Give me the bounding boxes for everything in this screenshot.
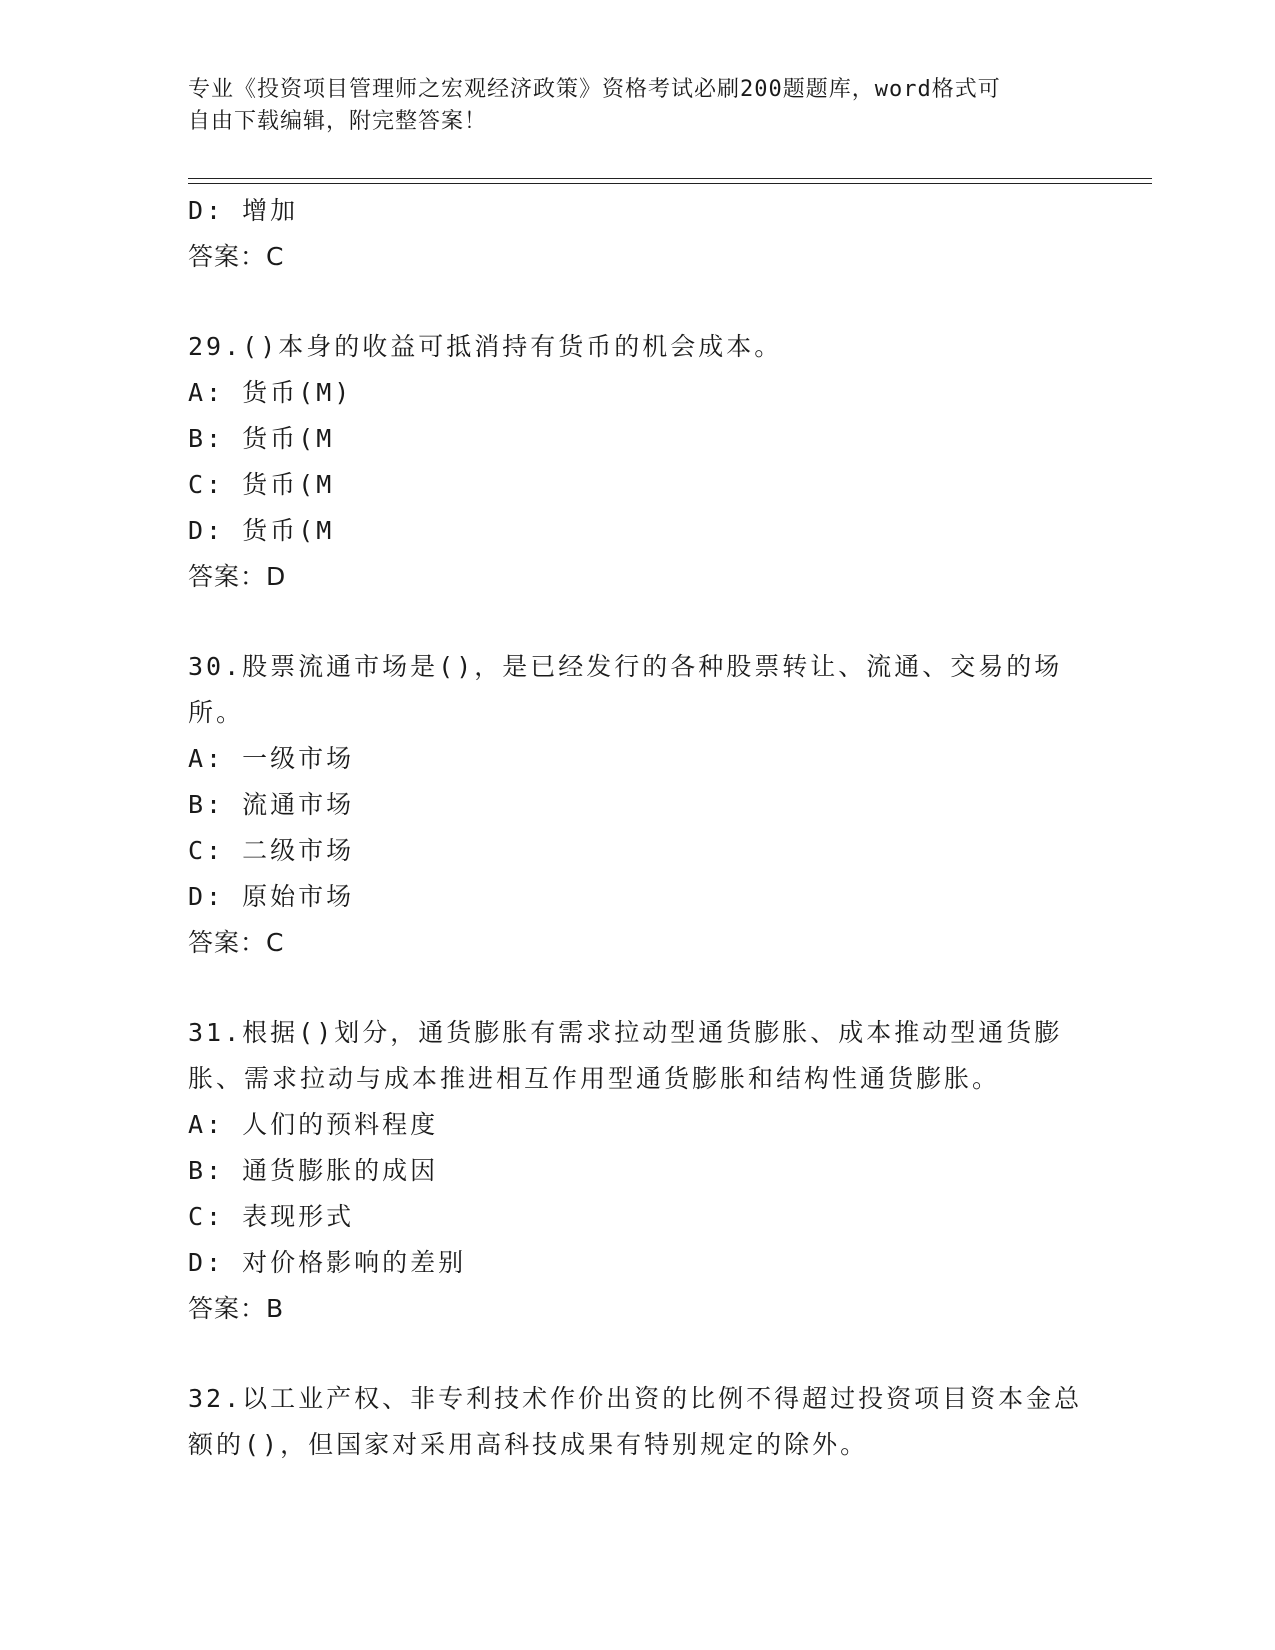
document-header <box>188 74 1068 138</box>
option-d: D: 货币(M <box>188 516 335 545</box>
option-b: B: 通货膨胀的成因 <box>188 1156 439 1185</box>
header-divider-top <box>188 178 1152 179</box>
option-c: C: 表现形式 <box>188 1202 355 1231</box>
question-text: 32.以工业产权、非专利技术作价出资的比例不得超过投资项目资本金总额的()，但国家对采用高科技成果有特别规定的除外。 <box>188 1384 1083 1459</box>
option-c: C: 货币(M <box>188 470 335 499</box>
answer-line: 答案：D <box>188 562 287 591</box>
option-c: C: 二级市场 <box>188 836 355 865</box>
option-a: A: 货币(M) <box>188 378 353 407</box>
option-d: D: 原始市场 <box>188 882 355 911</box>
option-b: B: 流通市场 <box>188 790 355 819</box>
option-d: D: 对价格影响的差别 <box>188 1248 467 1277</box>
option-a: A: 一级市场 <box>188 744 355 773</box>
answer-line: 答案：B <box>188 1294 285 1323</box>
answer-line: 答案：C <box>188 928 285 957</box>
header-line-1: 专业《投资项目管理师之宏观经济政策》资格考试必刷200题题库，word格式可 <box>188 77 1001 102</box>
question-32 <box>188 1376 1088 1468</box>
option-a: A: 人们的预料程度 <box>188 1110 439 1139</box>
previous-question-tail <box>188 188 1088 280</box>
question-text: 31.根据()划分，通货膨胀有需求拉动型通货膨胀、成本推动型通货膨胀、需求拉动与成本推进相互作用型通货膨胀和结构性通货膨胀。 <box>188 1018 1063 1093</box>
option-b: B: 货币(M <box>188 424 335 453</box>
option-d: D: 增加 <box>188 196 299 225</box>
question-30 <box>188 644 1088 966</box>
header-divider-bottom <box>188 183 1152 184</box>
question-29 <box>188 324 1088 600</box>
answer-line: 答案：C <box>188 242 285 271</box>
question-text: 30.股票流通市场是()，是已经发行的各种股票转让、流通、交易的场所。 <box>188 652 1063 727</box>
question-31 <box>188 1010 1088 1332</box>
question-text: 29.()本身的收益可抵消持有货币的机会成本。 <box>188 332 783 361</box>
header-line-2: 自由下载编辑，附完整答案！ <box>188 109 488 134</box>
question-list <box>188 188 1088 1468</box>
